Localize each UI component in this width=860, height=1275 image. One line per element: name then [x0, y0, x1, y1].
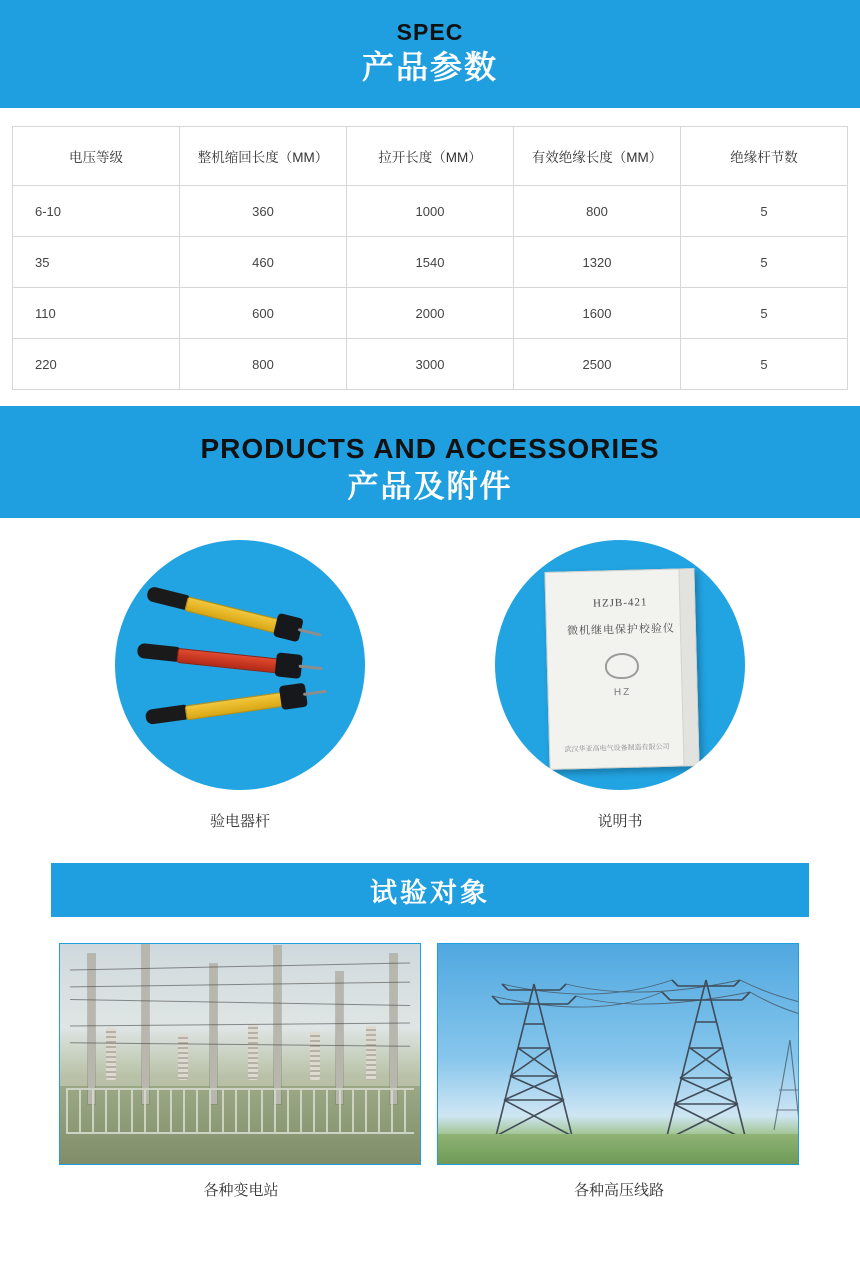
table-cell: 35 — [13, 237, 180, 288]
table-cell: 3000 — [347, 339, 514, 390]
detector-rod-red-middle — [137, 643, 316, 677]
rod-shaft — [184, 596, 282, 634]
table-cell: 600 — [180, 288, 347, 339]
products-banner — [0, 406, 860, 518]
pole — [390, 954, 397, 1104]
table-row — [13, 186, 848, 237]
manual-title-text: 微机继电保护校验仪 — [566, 622, 676, 638]
table-header-cell: 拉开长度（MM） — [347, 127, 514, 186]
rod-shaft — [176, 648, 281, 674]
spec-table — [12, 126, 848, 390]
spec-table-body — [13, 186, 848, 390]
table-cell: 2500 — [514, 339, 681, 390]
pylon-illustration — [438, 944, 798, 1164]
insulator — [366, 1026, 376, 1080]
test-object-item-transmission-line — [437, 943, 801, 1200]
insulator — [248, 1024, 258, 1080]
products-row — [0, 518, 860, 831]
table-cell: 220 — [13, 339, 180, 390]
rod-tip — [299, 665, 323, 670]
insulator — [310, 1032, 320, 1080]
table-header-cell: 有效绝缘长度（MM） — [514, 127, 681, 186]
pole — [274, 946, 281, 1104]
test-objects-banner-title: 试验对象 — [370, 877, 490, 908]
pole — [88, 954, 95, 1104]
rod-tip — [298, 628, 322, 637]
detector-rod-yellow-bottom — [145, 686, 319, 725]
test-objects-banner — [51, 863, 809, 917]
table-cell: 1540 — [347, 237, 514, 288]
table-cell: 1000 — [347, 186, 514, 237]
products-banner-title-en: PRODUCTS AND ACCESSORIES — [200, 433, 660, 464]
table-cell: 110 — [13, 288, 180, 339]
rod-handle — [146, 586, 190, 611]
table-cell: 5 — [681, 339, 848, 390]
product-item-manual — [490, 540, 750, 831]
product-caption: 说明书 — [597, 813, 643, 830]
rod-tip — [303, 690, 327, 696]
instruction-manual-photo — [495, 540, 745, 790]
pylon-svg — [438, 944, 799, 1165]
spec-banner-title-cn: 产品参数 — [361, 49, 498, 86]
ground — [438, 1134, 798, 1164]
voltage-detector-rods-photo — [115, 540, 365, 790]
manual-model-text: HZJB-421 — [592, 596, 648, 610]
product-caption: 验电器杆 — [209, 813, 270, 830]
manual-brand-text: HZ — [613, 686, 632, 699]
wire — [70, 999, 410, 1006]
wire — [70, 962, 410, 970]
wire — [70, 982, 410, 988]
insulator — [178, 1034, 188, 1080]
product-item-detector — [110, 540, 370, 831]
spec-table-wrapper — [0, 108, 860, 406]
wire — [70, 1042, 410, 1047]
rod-handle — [145, 704, 189, 725]
table-header-cell: 整机缩回长度（MM） — [180, 127, 347, 186]
products-banner-title-cn: 产品及附件 — [347, 468, 513, 504]
company-logo-icon — [605, 653, 640, 680]
substation-photo — [59, 943, 421, 1165]
table-cell: 460 — [180, 237, 347, 288]
wire — [70, 1023, 410, 1027]
spec-banner — [0, 0, 860, 108]
table-cell: 5 — [681, 186, 848, 237]
substation-illustration — [60, 944, 420, 1164]
test-object-caption: 各种变电站 — [203, 1182, 279, 1199]
test-object-caption: 各种高压线路 — [573, 1182, 664, 1199]
table-cell: 800 — [514, 186, 681, 237]
manual-booklet — [544, 568, 699, 770]
table-header-cell: 绝缘杆节数 — [681, 127, 848, 186]
test-object-item-substation — [59, 943, 423, 1200]
table-row — [13, 237, 848, 288]
table-header-cell: 电压等级 — [13, 127, 180, 186]
table-cell: 6-10 — [13, 186, 180, 237]
transmission-tower-photo — [437, 943, 799, 1165]
table-cell: 360 — [180, 186, 347, 237]
rod-head — [279, 683, 308, 710]
fence — [66, 1088, 414, 1134]
table-cell: 1320 — [514, 237, 681, 288]
booklet-spine — [678, 569, 698, 765]
manual-footer-text: 武汉华亚高电气设备制造有限公司 — [564, 743, 670, 754]
table-header-row — [13, 127, 848, 186]
table-row — [13, 339, 848, 390]
table-cell: 800 — [180, 339, 347, 390]
table-cell: 5 — [681, 237, 848, 288]
spec-table-head — [13, 127, 848, 186]
detector-rod-yellow-top — [146, 586, 315, 642]
rod-shaft — [185, 691, 288, 720]
pole — [336, 972, 343, 1104]
table-cell: 1600 — [514, 288, 681, 339]
table-row — [13, 288, 848, 339]
rod-handle — [137, 643, 180, 662]
spec-banner-title-en: SPEC — [396, 19, 464, 45]
insulator — [106, 1028, 116, 1080]
table-cell: 5 — [681, 288, 848, 339]
test-objects-row — [0, 917, 860, 1200]
table-cell: 2000 — [347, 288, 514, 339]
